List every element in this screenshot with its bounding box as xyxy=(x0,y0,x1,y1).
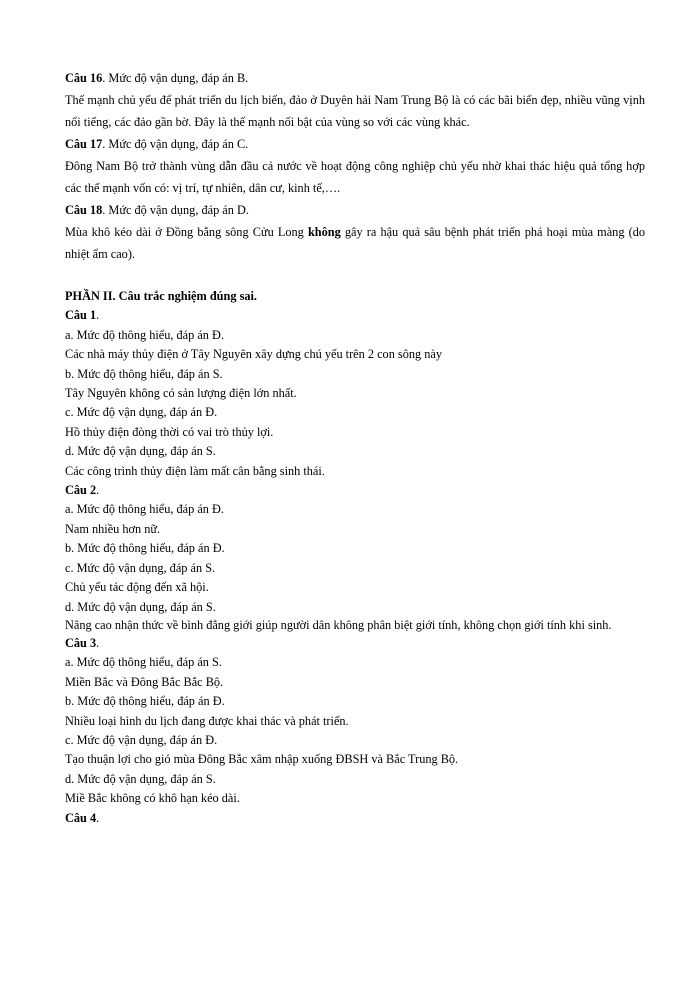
question-18-explanation xyxy=(65,221,645,265)
cau-4-dot: . xyxy=(96,810,100,825)
question-18-text-bold: không xyxy=(307,225,341,239)
question-17-meta: . Mức độ vận dụng, đáp án C. xyxy=(102,137,249,151)
cau-2-a: a. Mức độ thông hiểu, đáp án Đ. xyxy=(65,502,224,517)
cau-2-d: d. Mức độ vận dụng, đáp án S. xyxy=(65,599,216,614)
cau-3-label: Câu 3 xyxy=(65,635,97,650)
cau-1-b-text: Tây Nguyên không có sản lượng điện lớn nhất. xyxy=(65,386,297,401)
cau-1-a: a. Mức độ thông hiểu, đáp án Đ. xyxy=(65,327,224,342)
cau-3-dot: . xyxy=(96,635,100,650)
cau-1-a-text: Các nhà máy thủy điện ở Tây Nguyên xây dựng chú yếu trên 2 con sông này xyxy=(65,347,442,362)
cau-3-c-text: Tạo thuận lợi cho gió mùa Đông Bắc xâm nhập xuống ĐBSH và Bắc Trung Bộ. xyxy=(65,752,459,767)
question-18-text-after: gây ra hậu quả sâu bệnh phát triển phá hoại mùa màng (do nhiệt ẩm cao). xyxy=(65,225,645,261)
section-spacer xyxy=(65,265,645,287)
part-two-heading xyxy=(65,287,645,306)
cau-3-c: c. Mức độ vận dụng, đáp án Đ. xyxy=(65,732,218,747)
cau-2-d-text: Nâng cao nhận thức về bình đẳng giới giúp người dân không phân biệt giới tính, không chọn giới tính khi sinh. xyxy=(65,617,612,632)
cau-1-b: b. Mức độ thông hiểu, đáp án S. xyxy=(65,366,223,381)
question-18-meta: . Mức độ vận dụng, đáp án D. xyxy=(102,203,249,217)
cau-3-a: a. Mức độ thông hiểu, đáp án S. xyxy=(65,655,222,670)
question-18-text-before: Mùa khô kéo dài ở Đồng bằng sông Cửu Long xyxy=(65,225,308,239)
cau-2-dot: . xyxy=(96,483,100,498)
cau-1-label: Câu 1 xyxy=(65,308,97,323)
cau-2-label: Câu 2 xyxy=(65,483,97,498)
cau-1-header xyxy=(65,306,645,325)
question-18-label: Câu 18 xyxy=(65,203,103,217)
question-17-explanation: Đông Nam Bộ trở thành vùng dẫn đầu cả nước về hoạt động công nghiệp chủ yếu nhờ khai thác hiệu quả tổng hợp các thế mạnh vốn có: vị trí, tự nhiên, dân cư, kinh tế,…. xyxy=(65,159,645,195)
cau-1-d: d. Mức độ vận dụng, đáp án S. xyxy=(65,444,216,459)
question-16-meta: . Mức độ vận dụng, đáp án B. xyxy=(102,71,249,85)
cau-2-header xyxy=(65,481,645,500)
cau-4-label: Câu 4 xyxy=(65,810,97,825)
cau-1-c-text: Hồ thủy điện đòng thời có vai trò thủy lợi. xyxy=(65,424,274,439)
question-17-label: Câu 17 xyxy=(65,137,103,151)
cau-3-b: b. Mức độ thông hiểu, đáp án Đ. xyxy=(65,694,225,709)
cau-1-dot: . xyxy=(96,308,100,323)
cau-3-header xyxy=(65,634,645,653)
cau-2-c: c. Mức độ vận dụng, đáp án S. xyxy=(65,560,216,575)
cau-3-d-text: Miề Bắc không có khô hạn kéo dài. xyxy=(65,791,240,806)
question-16-header xyxy=(65,67,645,89)
part-two-answers xyxy=(65,287,645,828)
cau-3-a-text: Miền Bắc và Đông Bắc Bắc Bộ. xyxy=(65,674,224,689)
part-one-answers xyxy=(65,67,645,265)
cau-2-a-text: Nam nhiều hơn nữ. xyxy=(65,521,161,536)
cau-2-c-text: Chủ yếu tác động đến xã hội. xyxy=(65,580,209,595)
cau-2-b: b. Mức độ thông hiểu, đáp án Đ. xyxy=(65,541,225,556)
question-17-header xyxy=(65,133,645,155)
cau-1-d-text: Các công trình thủy điện làm mất cân bằng sinh thái. xyxy=(65,463,325,478)
part-two-heading-text: PHẦN II. Câu trắc nghiệm đúng sai. xyxy=(65,289,257,303)
question-18-header xyxy=(65,199,645,221)
document-page xyxy=(65,67,645,828)
cau-3-d: d. Mức độ vận dụng, đáp án S. xyxy=(65,771,216,786)
question-16-explanation: Thế mạnh chủ yếu để phát triển du lịch biển, đảo ở Duyên hải Nam Trung Bộ là có các bãi biển đẹp, nhiều vũng vịnh nổi tiếng, các đảo gần bờ. Đây là thế mạnh nổi bật của vùng so với các vùng khác. xyxy=(65,93,645,129)
question-16-label: Câu 16 xyxy=(65,71,103,85)
cau-4-header xyxy=(65,809,645,828)
cau-1-c: c. Mức độ vận dụng, đáp án Đ. xyxy=(65,405,218,420)
cau-3-b-text: Nhiều loại hình du lịch đang được khai thác và phát triển. xyxy=(65,713,349,728)
